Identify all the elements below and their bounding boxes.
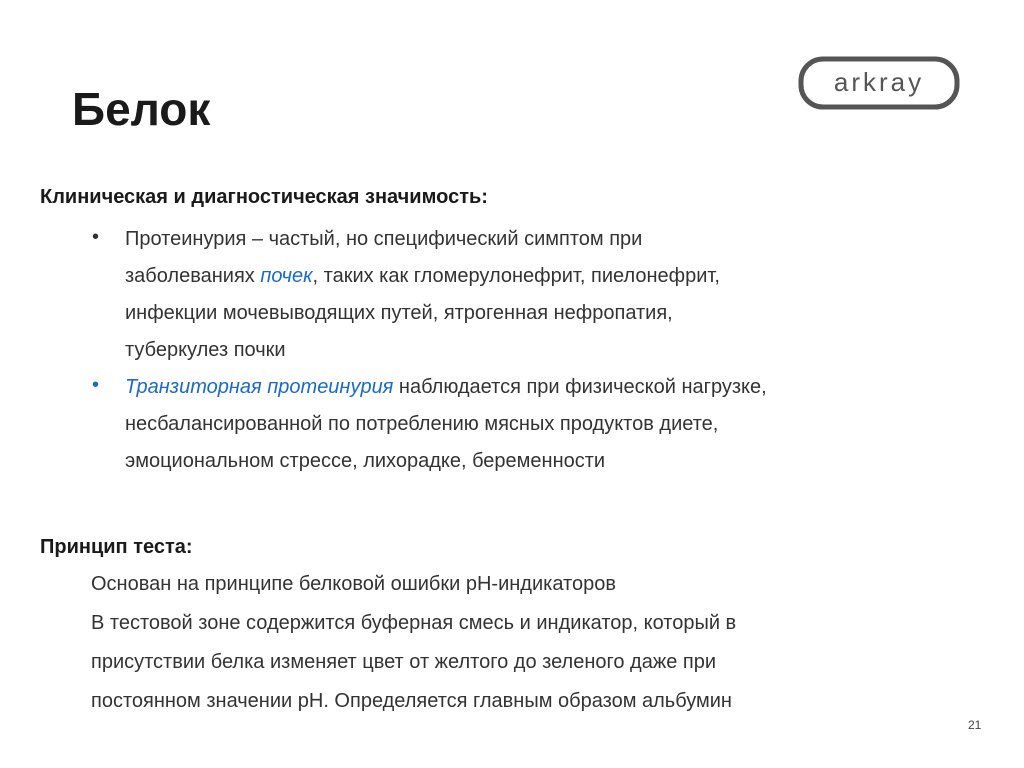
highlight-kidneys: почек	[260, 265, 313, 287]
bullet-line: туберкулез почки	[125, 339, 286, 361]
bullet-line: заболеваниях почек, таких как гломерулонефрит, пиелонефрит,	[125, 265, 720, 287]
principle-line: присутствии белка изменяет цвет от желтого до зеленого даже при	[91, 651, 716, 673]
bullet-marker: •	[92, 226, 100, 248]
principle-paragraph	[91, 565, 971, 721]
principle-line: Основан на принципе белковой ошибки pH-индикаторов	[91, 573, 616, 595]
highlight-transient-proteinuria: Транзиторная протеинурия	[125, 376, 394, 398]
bullet-line: Транзиторная протеинурия наблюдается при физической нагрузке,	[125, 376, 767, 398]
principle-line: постоянном значении pH. Определяется главным образом альбумин	[91, 690, 732, 712]
slide-title: Белок	[72, 83, 211, 135]
bullet-list	[90, 221, 990, 480]
bullet-line: эмоциональном стрессе, лихорадке, беременности	[125, 450, 606, 472]
bullet-item-proteinuria	[90, 221, 990, 369]
bullet-marker: •	[92, 374, 100, 396]
logo-text: arkray	[833, 67, 925, 97]
section-heading-principle: Принцип теста:	[40, 536, 193, 558]
section-heading-significance: Клиническая и диагностическая значимость:	[40, 186, 488, 208]
bullet-item-transient	[90, 369, 990, 480]
arkray-logo	[798, 56, 960, 110]
bullet-line: несбалансированной по потреблению мясных продуктов диете,	[125, 413, 719, 435]
page-number: 21	[968, 718, 982, 732]
principle-line: В тестовой зоне содержится буферная смесь и индикатор, который в	[91, 612, 737, 634]
bullet-line: инфекции мочевыводящих путей, ятрогенная нефропатия,	[125, 302, 673, 324]
bullet-line: Протеинурия – частый, но специфический симптом при	[125, 228, 643, 250]
